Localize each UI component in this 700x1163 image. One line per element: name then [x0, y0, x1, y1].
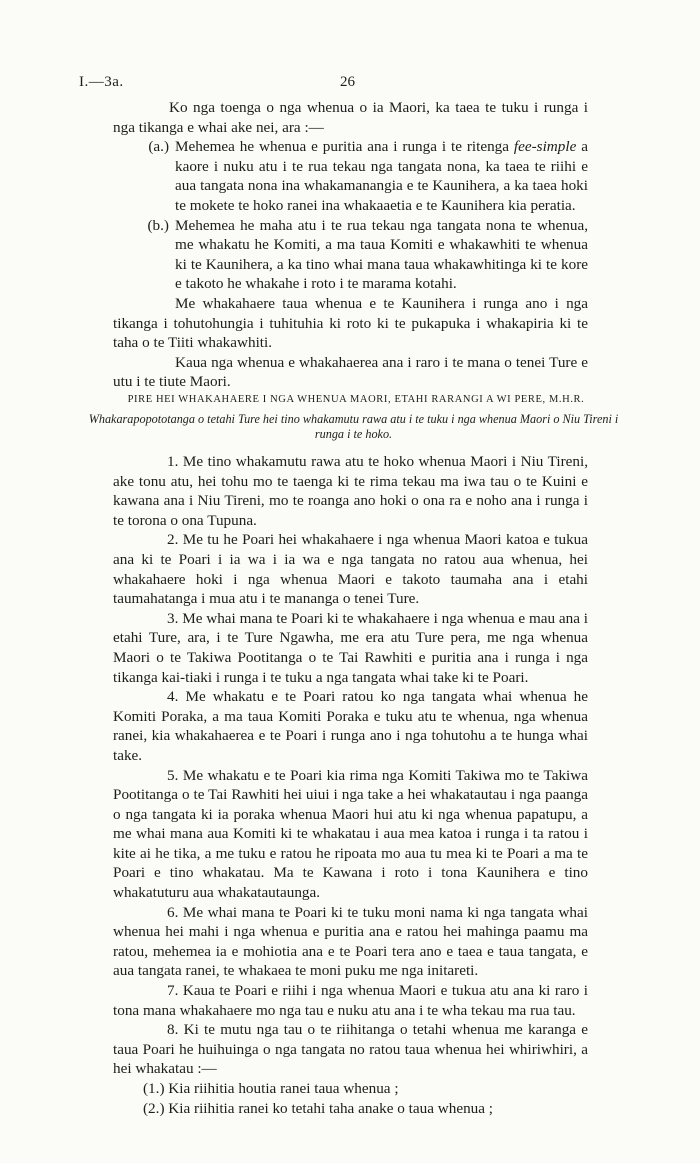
bill-title: PIRE HEI WHAKAHAERE I NGA WHENUA MAORI, ETAHI RARANGI A WI PERE, M.H.R.: [127, 394, 585, 405]
options-list: [113, 1079, 588, 1118]
section-land-remainder: [113, 98, 588, 392]
page-number: 26: [340, 74, 355, 90]
option-item: (1.) Kia riihitia houtia ranei taua whenua ;: [143, 1080, 399, 1097]
bill-paragraph: 4. Me whakatu e te Poari ratou ko nga tangata whai whenua he Komiti Poraka, a ma taua Komiti Poraka e tuku atu te whenua, nga whenua ranei, kia whakahaerea e te Poari i runga ano i nga tohutohu a te hunga whai take.: [113, 688, 588, 764]
paragraph: Kaua nga whenua e whakahaerea ana i raro i te mana o tenei Ture e utu i te tiute Maori.: [113, 353, 588, 391]
bill-paragraph: 1. Me tino whakamutu rawa atu te hoko whenua Maori i Niu Tireni, ake tonu atu, hei tohu mo te taenga ki te rima tekau ma iwa tau o te Kuini e kawana ana i Niu Tireni, mo te roanga ano hoki o ona ra e noho ana i runga i te torona o ona Tupuna.: [113, 453, 588, 529]
paragraph: Me whakahaere taua whenua e te Kaunihera i runga ano i nga tikanga i tohutohungia i tuhituhia ki roto ki te pukapuka i whakapiria ki te taha o te Tiiti whakawhiti.: [113, 294, 588, 352]
list-item-label: (a.): [148, 138, 169, 156]
bill-paragraph: 8. Ki te mutu nga tau o te riihitanga o tetahi whenua me karanga e taua Poari he huihuinga o nga tangata no ratou taua whenua hei whiriwhiri, a hei whakatau :—: [113, 1021, 588, 1078]
italic-term: fee-simple: [513, 138, 577, 156]
bill-subtitle: Whakarapopototanga o tetahi Ture hei tino whakamutu rawa atu i te tuku i nga whenua Maori o Niu Tireni i runga i te hoko.: [88, 412, 619, 441]
option-item: (2.) Kia riihitia ranei ko tetahi taha anake o taua whenua ;: [143, 1099, 494, 1117]
bill-paragraph: 7. Kaua te Poari e riihi i nga whenua Maori e tukua atu ana ki raro i tona mana whakahaere mo nga tau e nuku atu ana i te wha tekau ma rua tau.: [113, 982, 588, 1019]
list-item-text: Mehemea he maha atu i te rua tekau nga tangata nona te whenua, me whakatu he Komiti, a ma taua Komiti e whakawhiti te whenua ki te Kaunihera, a ka tino whai mana taua whakawhitinga ki te kore e takoto he whakahe i roto i te marama kotahi.: [175, 216, 588, 293]
document-reference: I.—3a.: [79, 74, 124, 90]
bill-paragraph: 2. Me tu he Poari hei whakahaere i nga whenua Maori katoa e tukua ana ki te Poari i ia wa i ia wa e nga tangata no ratou aua whenua, hei whakahaere hoki i nga whenua Maori e takoto taumaha ana i etahi taumahatanga i mua atu i te mananga o tenei Ture.: [113, 531, 588, 608]
intro-paragraph: Ko nga toenga o nga whenua o ia Maori, ka taea te tuku i runga i nga tikanga e whai ake nei, ara :—: [113, 99, 588, 136]
list-item-text: Mehemea he whenua e puritia ana i runga i te ritenga fee-simple a kaore i nuku atu i te rua tekau nga tangata nona, ka taea te riihi e aua tangata nona ina whakamanangia e te Kaunihera, a ka taea hoki te mokete te hoko ranei ina whakaaetia e te Kaunihera kia peratia.: [175, 138, 588, 214]
bill-paragraph: 3. Me whai mana te Poari ki te whakahaere i nga whenua e mau ana i etahi Ture, ara, i te Ture Ngawha, me era atu Ture pera, me nga whenua Maori o te Takiwa Pootitanga o te Tai Rawhiti e puritia ana i runga i nga tikanga kai-tiaki i runga i te tuku a nga tangata whai take ki te Poari.: [113, 609, 588, 686]
bill-body: [113, 452, 588, 1118]
list-item: [113, 137, 588, 215]
list-item: [113, 216, 588, 294]
conditions-list: [113, 137, 588, 294]
bill-paragraph: 6. Me whai mana te Poari ki te tuku moni nama ki nga tangata whai whenua hei mahi i nga whenua e puritia ana e ratou hei mahinga paamu ma ratou, mehemea ia e mohiotia ana e te Poari tera ano e taea e taua tangata, e aua tangata ranei, te whakaea te moni puku me nga initareti.: [113, 903, 588, 980]
bill-paragraph: 5. Me whakatu e te Poari kia rima nga Komiti Takiwa mo te Takiwa Pootitanga o te Tai Rawhiti hei uiui i nga take a hei whakatautau i nga paanga o nga tangata ki ia poraka whenua Maori hui atu ki nga whenua papatupu, a me whai mana aua Komiti ki te whakatau i aua mea katoa i runga i ta ratou i kite ai he tika, a me tuku e ratou he ripoata mo aua tu mea ki te Poari a ma te Poari e tino whakatau. Ma te Kawana i roto i tona Kaunihera e tino whakatuturu aua whakatautaunga.: [113, 766, 588, 902]
list-item-label: (b.): [147, 216, 169, 234]
